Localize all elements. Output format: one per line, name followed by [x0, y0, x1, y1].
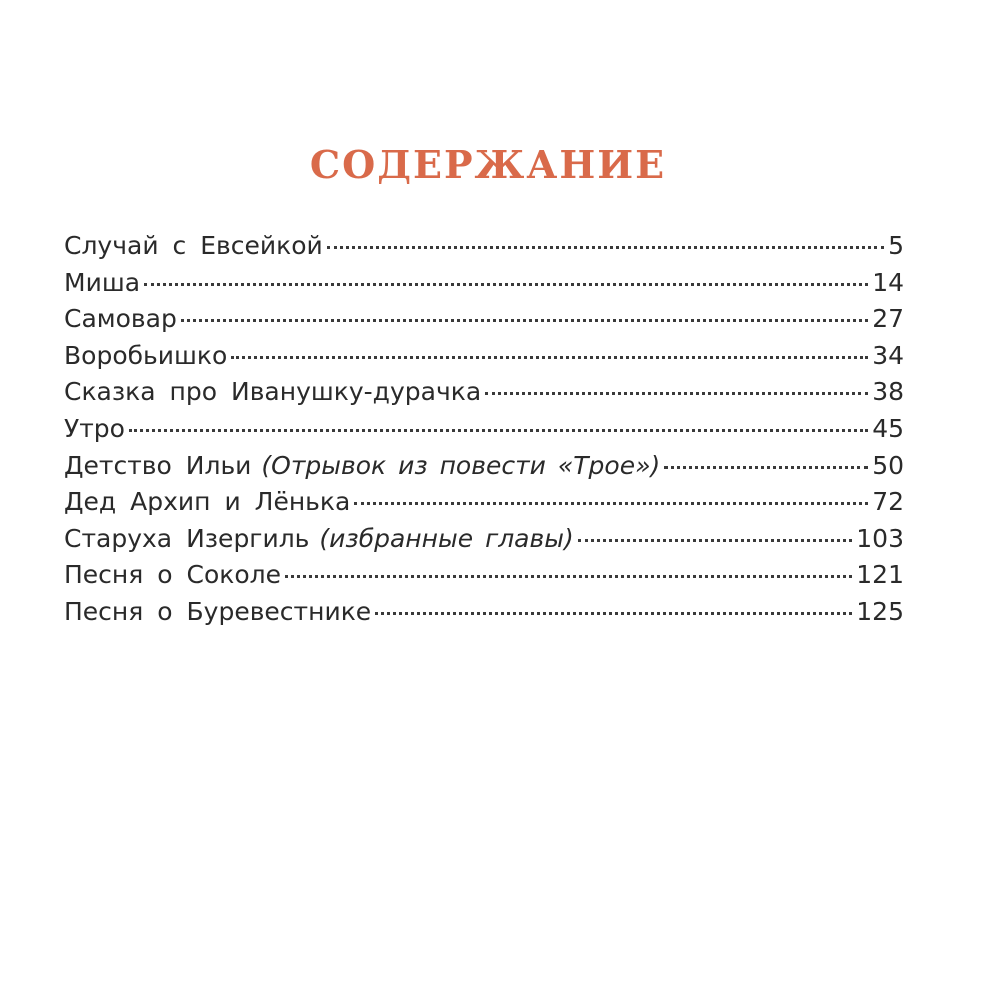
toc-entry: [64, 301, 904, 338]
toc-leader-dots: [144, 283, 868, 286]
toc-entry-title: Случай с Евсейкой: [64, 231, 323, 260]
toc-entry-note: (избранные главы): [319, 523, 574, 553]
toc-leader-dots: [181, 319, 868, 322]
toc-entry-page: 38: [872, 377, 904, 407]
toc-entry-title: Миша: [64, 267, 141, 297]
toc-entry-title: Песня о Буревестнике: [64, 596, 372, 626]
toc-entry-title: Дед Архип и Лёнька: [64, 487, 351, 517]
toc-entry-page: 103: [856, 523, 904, 553]
toc-entry: [64, 411, 904, 448]
toc-leader-dots: [129, 429, 868, 432]
toc-entry-title: Утро: [64, 413, 125, 443]
toc-leader-dots: [231, 356, 868, 359]
toc-entry-page: 14: [872, 267, 904, 297]
toc-leader-dots: [354, 502, 868, 505]
toc-entry-title-text: Детство Ильи: [64, 450, 252, 480]
toc-entry: [64, 521, 904, 558]
toc-entry-page: 72: [872, 487, 904, 517]
toc-leader-dots: [327, 246, 884, 249]
toc-entry-page: 125: [856, 596, 904, 626]
table-of-contents: [64, 228, 904, 631]
toc-entry-title-text: Старуха Изергиль: [64, 523, 310, 553]
toc-leader-dots: [485, 392, 868, 395]
toc-entry-title: [64, 448, 660, 485]
toc-entry: [64, 228, 904, 265]
toc-leader-dots: [375, 612, 852, 615]
toc-entry-page: 27: [872, 304, 904, 334]
toc-entry: [64, 484, 904, 521]
toc-entry: [64, 594, 904, 631]
toc-entry-page: 50: [872, 450, 904, 480]
toc-entry-title: [64, 521, 574, 558]
toc-entry: [64, 374, 904, 411]
toc-entry-page: 45: [872, 413, 904, 443]
toc-entry-page: 5: [888, 231, 904, 260]
toc-entry-title: Сказка про Иванушку-дурачка: [64, 377, 482, 407]
toc-entry: [64, 557, 904, 594]
toc-entry: [64, 265, 904, 302]
toc-entry-note: (Отрывок из повести «Трое»): [261, 450, 661, 480]
toc-entry-page: 34: [872, 340, 904, 370]
page-title: СОДЕРЖАНИЕ: [309, 142, 667, 187]
toc-entry: [64, 448, 904, 485]
toc-entry-title: Воробьишко: [64, 340, 228, 370]
toc-entry-title: Песня о Соколе: [64, 560, 282, 590]
toc-leader-dots: [664, 466, 868, 469]
toc-leader-dots: [285, 575, 852, 578]
toc-entry: [64, 338, 904, 375]
toc-entry-page: 121: [856, 560, 904, 590]
toc-entry-title: Самовар: [64, 304, 177, 334]
toc-leader-dots: [578, 539, 853, 542]
